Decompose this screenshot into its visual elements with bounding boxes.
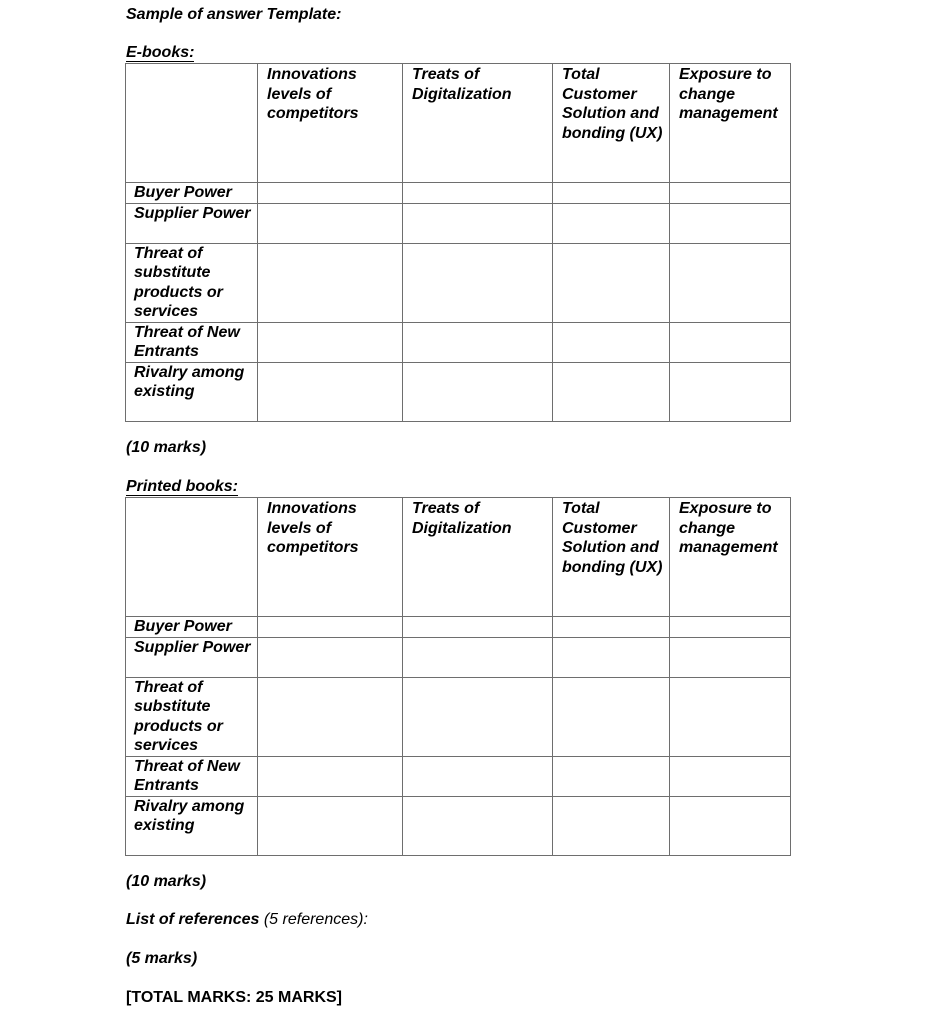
table-row (126, 362, 791, 421)
table-cell (258, 617, 403, 638)
table-cell (403, 322, 553, 362)
table-cell (553, 322, 670, 362)
table-cell (670, 203, 791, 243)
table-cell (553, 243, 670, 322)
table-cell (403, 637, 553, 677)
table-cell (258, 362, 403, 421)
table-cell (403, 243, 553, 322)
table-cell (553, 677, 670, 756)
row-header-new-entrants: Threat of New Entrants (126, 322, 258, 362)
table-cell (403, 617, 553, 638)
table-cell (670, 796, 791, 855)
table-header-row (126, 64, 791, 183)
table-row (126, 183, 791, 204)
col-header-customer-solution: Total Customer Solution and bonding (UX) (553, 498, 670, 617)
table-cell (258, 796, 403, 855)
table-cell (403, 183, 553, 204)
references-note: (5 references): (263, 911, 368, 928)
table-cell (553, 756, 670, 796)
ebooks-table (125, 63, 791, 422)
table-cell (553, 203, 670, 243)
template-title: Sample of answer Template: (126, 6, 342, 23)
row-header-supplier-power: Supplier Power (126, 203, 258, 243)
col-header-digitalization: Treats of Digitalization (403, 498, 553, 617)
row-header-buyer-power: Buyer Power (126, 617, 258, 638)
table-cell (670, 756, 791, 796)
table-cell (553, 637, 670, 677)
table-cell (670, 617, 791, 638)
section-label-printed (126, 477, 238, 497)
table-cell (258, 677, 403, 756)
table-cell (670, 637, 791, 677)
table-cell (403, 756, 553, 796)
table-row (126, 617, 791, 638)
table-row (126, 637, 791, 677)
table-header-row (126, 498, 791, 617)
ebooks-marks: (10 marks) (126, 439, 207, 456)
table-cell (403, 796, 553, 855)
table-cell (553, 183, 670, 204)
total-marks: [TOTAL MARKS: 25 MARKS] (126, 989, 342, 1006)
table-row (126, 322, 791, 362)
table-row (126, 677, 791, 756)
table-cell (670, 322, 791, 362)
row-header-new-entrants: Threat of New Entrants (126, 756, 258, 796)
table-cell (553, 796, 670, 855)
table-cell (553, 617, 670, 638)
table-cell (258, 322, 403, 362)
table-cell (258, 756, 403, 796)
col-header-change-management: Exposure to change management (670, 64, 791, 183)
col-header-digitalization: Treats of Digitalization (403, 64, 553, 183)
row-header-substitutes: Threat of substitute products or services (126, 243, 258, 322)
table-cell (258, 243, 403, 322)
row-header-buyer-power: Buyer Power (126, 183, 258, 204)
col-header-customer-solution: Total Customer Solution and bonding (UX) (553, 64, 670, 183)
ebooks-label: E-books: (126, 44, 195, 61)
table-cell (670, 677, 791, 756)
printed-books-table (125, 497, 791, 856)
table-cell (258, 203, 403, 243)
printed-books-label: Printed books: (126, 478, 239, 495)
table-row (126, 203, 791, 243)
table-cell (258, 183, 403, 204)
table-cell (670, 243, 791, 322)
printed-books-marks: (10 marks) (126, 873, 207, 890)
references-line (126, 910, 368, 930)
col-header-innovations: Innovations levels of competitors (258, 64, 403, 183)
references-marks: (5 marks) (126, 950, 198, 967)
col-header-innovations: Innovations levels of competitors (258, 498, 403, 617)
row-header-rivalry: Rivalry among existing (126, 796, 258, 855)
row-header-rivalry: Rivalry among existing (126, 362, 258, 421)
table-cell (403, 677, 553, 756)
corner-cell (126, 498, 258, 617)
table-cell (670, 362, 791, 421)
table-cell (403, 203, 553, 243)
section-label-ebooks (126, 43, 194, 63)
row-header-supplier-power: Supplier Power (126, 637, 258, 677)
table-row (126, 756, 791, 796)
references-label: List of references (126, 911, 260, 928)
table-cell (670, 183, 791, 204)
col-header-change-management: Exposure to change management (670, 498, 791, 617)
row-header-substitutes: Threat of substitute products or services (126, 677, 258, 756)
table-cell (258, 637, 403, 677)
table-row (126, 796, 791, 855)
table-cell (553, 362, 670, 421)
corner-cell (126, 64, 258, 183)
table-cell (403, 362, 553, 421)
table-row (126, 243, 791, 322)
